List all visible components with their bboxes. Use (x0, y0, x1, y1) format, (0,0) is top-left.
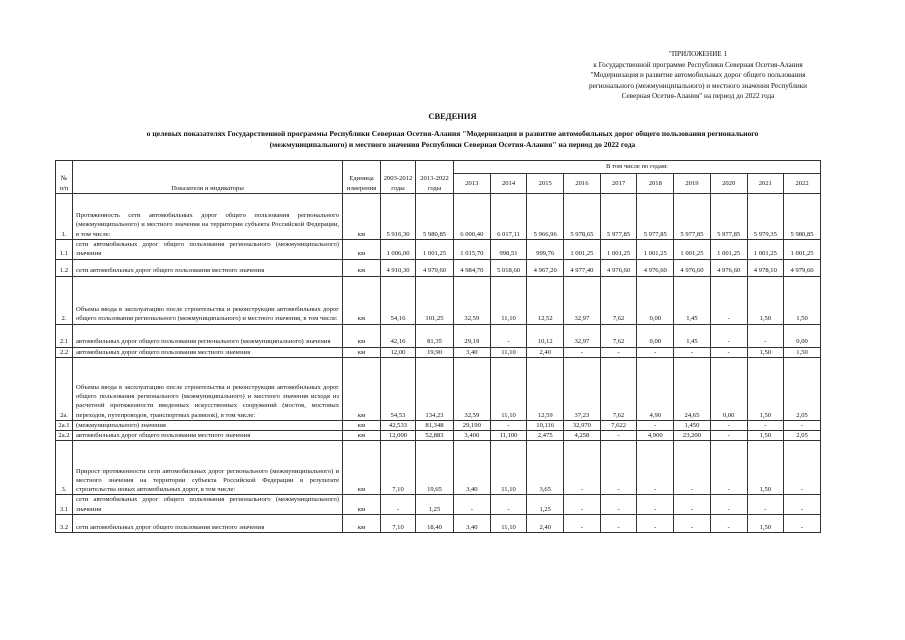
indicator-text: (межмуниципального) значения (73, 420, 343, 430)
indicator-text: сети автомобильных дорог общего пользования регионального (межмуниципального) значения (73, 495, 343, 515)
year-value: - (564, 495, 601, 515)
year-value: 3,40 (454, 515, 491, 533)
year-value: 4 977,40 (564, 259, 601, 276)
unit: км (343, 515, 381, 533)
year-value: 1,45 (674, 324, 711, 347)
indicator-text: Прирост протяженности сети автомобильных дорог регионального (межмуниципального) и местного значения на территории субъекта Российской Федерации в результате строительства новых автомобильных дорог, в том числе: (73, 441, 343, 495)
year-value: 0,00 (637, 276, 674, 324)
year-value: 11,10 (490, 515, 527, 533)
row-number: 3.2 (56, 515, 73, 533)
year-value: 1,50 (784, 347, 821, 357)
value-2013-2022: 4 979,60 (416, 259, 454, 276)
table-row (56, 347, 821, 357)
indicator-text: Протяженность сети автомобильных дорог общего пользования регионального (межмуниципального) и местного значения на территории субъекта Российской Федерации, в том числе: (73, 194, 343, 240)
unit: км (343, 259, 381, 276)
value-2013-2022: 19,65 (416, 441, 454, 495)
year-value: 1,50 (747, 515, 784, 533)
year-value: 1,25 (527, 495, 564, 515)
year-value: 0,00 (710, 357, 747, 420)
year-value: 3,40 (454, 347, 491, 357)
year-value: - (710, 324, 747, 347)
table-row (56, 495, 821, 515)
year-value: 3,65 (527, 441, 564, 495)
year-value: - (784, 495, 821, 515)
year-value: 1,50 (747, 347, 784, 357)
year-value: 11,10 (490, 357, 527, 420)
value-2003-2012: 5 916,30 (381, 194, 416, 240)
indicator-text: сети автомобильных дорог общего пользования местного значения (73, 515, 343, 533)
year-value: 5 980,85 (784, 194, 821, 240)
year-value: 4 967,20 (527, 259, 564, 276)
indicator-text: Объемы ввода в эксплуатацию после строительства и реконструкции автомобильных дорог общего пользования регионального (межмуниципального) и местного значения исходя из расчетной протяженности введенных искусственных сооружений (мостов, мостовых переходов, путепроводов, транспортных развязок), в том числе: (73, 357, 343, 420)
table-row (56, 276, 821, 324)
row-number: 2а.1 (56, 420, 73, 430)
year-value: 4 979,60 (784, 259, 821, 276)
value-2013-2022: 81,35 (416, 324, 454, 347)
year-value: 5 977,85 (710, 194, 747, 240)
value-2013-2022: 1 001,25 (416, 240, 454, 260)
unit: км (343, 276, 381, 324)
year-value: 999,76 (527, 240, 564, 260)
year-value: - (747, 420, 784, 430)
header-period-2013-2022: 2013-2022 годы (416, 161, 454, 194)
year-value: - (637, 495, 674, 515)
indicator-text: сети автомобильных дорог общего пользования регионального (межмуниципального) значения (73, 240, 343, 260)
unit: км (343, 347, 381, 357)
unit: км (343, 357, 381, 420)
year-value: 4 984,70 (454, 259, 491, 276)
value-2003-2012: 12,00 (381, 347, 416, 357)
table-row (56, 431, 821, 441)
value-2013-2022: 134,23 (416, 357, 454, 420)
year-value: - (637, 515, 674, 533)
header-year: 2014 (490, 174, 527, 194)
value-2013-2022: 18,40 (416, 515, 454, 533)
row-number: 2а. (56, 357, 73, 420)
year-value: 2,40 (527, 347, 564, 357)
unit: км (343, 441, 381, 495)
header-number: № п/п (56, 161, 73, 194)
year-value: - (490, 420, 527, 430)
header-year: 2018 (637, 174, 674, 194)
year-value: 5 977,85 (637, 194, 674, 240)
document-subtitle-line-2: (межмуниципального) и местного значения Республики Северная Осетия-Алания" на период до 2022 года (269, 140, 636, 149)
year-value: - (564, 515, 601, 533)
value-2003-2012: 12,000 (381, 431, 416, 441)
year-value: - (564, 347, 601, 357)
value-2003-2012: 4 910,30 (381, 259, 416, 276)
year-value: - (490, 495, 527, 515)
unit: км (343, 420, 381, 430)
year-value: 1 001,25 (710, 240, 747, 260)
year-value: 11,10 (490, 347, 527, 357)
year-value: 1 001,25 (674, 240, 711, 260)
year-value: 5 978,65 (564, 194, 601, 240)
year-value: 5 979,35 (747, 194, 784, 240)
year-value: 1,450 (674, 420, 711, 430)
year-value: 11,100 (490, 431, 527, 441)
year-value: 1 001,25 (564, 240, 601, 260)
year-value: 29,190 (454, 420, 491, 430)
header-year: 2013 (454, 174, 491, 194)
year-value: 998,51 (490, 240, 527, 260)
year-value: - (674, 441, 711, 495)
year-value: 10,12 (527, 324, 564, 347)
header-year: 2022 (784, 174, 821, 194)
year-value: 2,05 (784, 431, 821, 441)
year-value: 12,59 (527, 357, 564, 420)
row-number: 1.2 (56, 259, 73, 276)
year-value: 7,622 (600, 420, 637, 430)
year-value: - (710, 420, 747, 430)
year-value: 5 966,96 (527, 194, 564, 240)
value-2013-2022: 5 980,85 (416, 194, 454, 240)
value-2013-2022: 1,25 (416, 495, 454, 515)
header-year: 2017 (600, 174, 637, 194)
year-value: - (710, 276, 747, 324)
year-value: 24,65 (674, 357, 711, 420)
value-2003-2012: 54,16 (381, 276, 416, 324)
header-indicator: Показатели и индикаторы (73, 161, 343, 194)
year-value: - (637, 420, 674, 430)
table-row (56, 515, 821, 533)
year-value: - (674, 515, 711, 533)
year-value: 32,970 (564, 420, 601, 430)
year-value: 32,97 (564, 276, 601, 324)
year-value: - (564, 441, 601, 495)
row-number: 1. (56, 194, 73, 240)
indicator-text: автомобильных дорог общего пользования местного значения (73, 347, 343, 357)
header-year: 2019 (674, 174, 711, 194)
document-subtitle-line-1: о целевых показателях Государственной программы Республики Северная Осетия-Алания "Модернизация и развитие автомобильных дорог общего пользования регионального (146, 129, 759, 138)
value-2003-2012: 42,533 (381, 420, 416, 430)
table-row (56, 259, 821, 276)
row-number: 1.1 (56, 240, 73, 260)
value-2013-2022: 101,25 (416, 276, 454, 324)
year-value: 2,40 (527, 515, 564, 533)
header-year: 2015 (527, 174, 564, 194)
year-value: 2,05 (784, 357, 821, 420)
year-value: - (490, 324, 527, 347)
value-2003-2012: 7,10 (381, 441, 416, 495)
year-value: 1,50 (747, 431, 784, 441)
year-value: 2,475 (527, 431, 564, 441)
year-value: 7,62 (600, 276, 637, 324)
year-value: - (710, 431, 747, 441)
value-2013-2022: 81,348 (416, 420, 454, 430)
year-value: 1,50 (784, 276, 821, 324)
row-number: 3.1 (56, 495, 73, 515)
year-value: 37,23 (564, 357, 601, 420)
header-years-group: В том числе по годам: (454, 161, 821, 174)
year-value: 11,10 (490, 441, 527, 495)
appendix-line: "Модернизация и развитие автомобильных дорог общего пользования (590, 71, 806, 80)
year-value: 7,62 (600, 357, 637, 420)
indicator-text: Объемы ввода в эксплуатацию после строительства и реконструкции автомобильных дорог общего пользования регионального (межмуниципального) и местного значения, в том числе: (73, 276, 343, 324)
year-value: 0,00 (637, 324, 674, 347)
year-value: 1,50 (747, 357, 784, 420)
year-value: 5 018,60 (490, 259, 527, 276)
year-value: 4 976,60 (600, 259, 637, 276)
unit: км (343, 240, 381, 260)
year-value: - (784, 420, 821, 430)
value-2003-2012: 1 006,00 (381, 240, 416, 260)
year-value: - (454, 495, 491, 515)
year-value: 1 015,70 (454, 240, 491, 260)
table-row (56, 240, 821, 260)
appendix-line: "ПРИЛОЖЕНИЕ 1 (668, 50, 728, 58)
year-value: 1,50 (747, 441, 784, 495)
value-2003-2012: - (381, 495, 416, 515)
appendix-line: к Государственной программе Республики Северная Осетия-Алания (593, 60, 803, 69)
year-value: 32,97 (564, 324, 601, 347)
year-value: 6 017,11 (490, 194, 527, 240)
year-value: - (747, 324, 784, 347)
header-unit: Единица измерения (343, 161, 381, 194)
year-value: 4 976,60 (674, 259, 711, 276)
value-2003-2012: 54,53 (381, 357, 416, 420)
year-value: - (637, 347, 674, 357)
year-value: 4,258 (564, 431, 601, 441)
year-value: 4 976,60 (637, 259, 674, 276)
row-number: 3. (56, 441, 73, 495)
year-value: - (710, 347, 747, 357)
year-value: - (637, 441, 674, 495)
year-value: - (600, 431, 637, 441)
year-value: 4,900 (637, 431, 674, 441)
year-value: - (674, 347, 711, 357)
indicator-text: автомобильных дорог общего пользования местного значения (73, 431, 343, 441)
value-2013-2022: 52,883 (416, 431, 454, 441)
unit: км (343, 324, 381, 347)
header-year: 2020 (710, 174, 747, 194)
year-value: - (784, 441, 821, 495)
year-value: 1,45 (674, 276, 711, 324)
value-2003-2012: 42,16 (381, 324, 416, 347)
unit: км (343, 431, 381, 441)
table-row (56, 194, 821, 240)
year-value: 1 001,25 (747, 240, 784, 260)
year-value: 4,90 (637, 357, 674, 420)
year-value: 4 976,60 (710, 259, 747, 276)
year-value: 5 977,85 (600, 194, 637, 240)
row-number: 2.1 (56, 324, 73, 347)
header-period-2003-2012: 2003-2012 годы (381, 161, 416, 194)
appendix-line: Северная Осетия-Алания" на период до 2022 года (621, 92, 775, 101)
unit: км (343, 495, 381, 515)
year-value: 12,52 (527, 276, 564, 324)
year-value: - (600, 515, 637, 533)
header-year: 2021 (747, 174, 784, 194)
year-value: - (710, 495, 747, 515)
row-number: 2. (56, 276, 73, 324)
year-value: - (710, 441, 747, 495)
year-value: 7,62 (600, 324, 637, 347)
year-value: - (600, 441, 637, 495)
year-value: - (600, 347, 637, 357)
year-value: 32,59 (454, 276, 491, 324)
year-value: 5 977,85 (674, 194, 711, 240)
year-value: 11,10 (490, 276, 527, 324)
indicator-text: автомобильных дорог общего пользования регионального (межмуниципального) значения (73, 324, 343, 347)
year-value: 1,50 (747, 276, 784, 324)
appendix-note (548, 49, 848, 102)
year-value: - (784, 515, 821, 533)
value-2013-2022: 19,90 (416, 347, 454, 357)
year-value: 1 001,25 (637, 240, 674, 260)
table-row (56, 324, 821, 347)
year-value: 29,19 (454, 324, 491, 347)
year-value: 0,00 (784, 324, 821, 347)
row-number: 2.2 (56, 347, 73, 357)
table-row (56, 441, 821, 495)
year-value: - (710, 515, 747, 533)
header-year: 2016 (564, 174, 601, 194)
table-row (56, 420, 821, 430)
year-value: 6 000,40 (454, 194, 491, 240)
row-number: 2а.2 (56, 431, 73, 441)
year-value: 10,116 (527, 420, 564, 430)
appendix-line: регионального (межмуниципального) и местного значения Республики (588, 81, 808, 90)
value-2003-2012: 7,10 (381, 515, 416, 533)
year-value: 1 001,25 (600, 240, 637, 260)
indicators-table (55, 160, 821, 533)
year-value: 4 978,10 (747, 259, 784, 276)
year-value: - (600, 495, 637, 515)
year-value: 23,200 (674, 431, 711, 441)
year-value: 1 001,25 (784, 240, 821, 260)
year-value: 3,40 (454, 441, 491, 495)
year-value: 32,59 (454, 357, 491, 420)
table-row (56, 357, 821, 420)
unit: км (343, 194, 381, 240)
year-value: - (747, 495, 784, 515)
year-value: - (674, 495, 711, 515)
year-value: 3,400 (454, 431, 491, 441)
document-heading: СВЕДЕНИЯ (428, 111, 477, 121)
indicator-text: сети автомобильных дорог общего пользования местного значения (73, 259, 343, 276)
